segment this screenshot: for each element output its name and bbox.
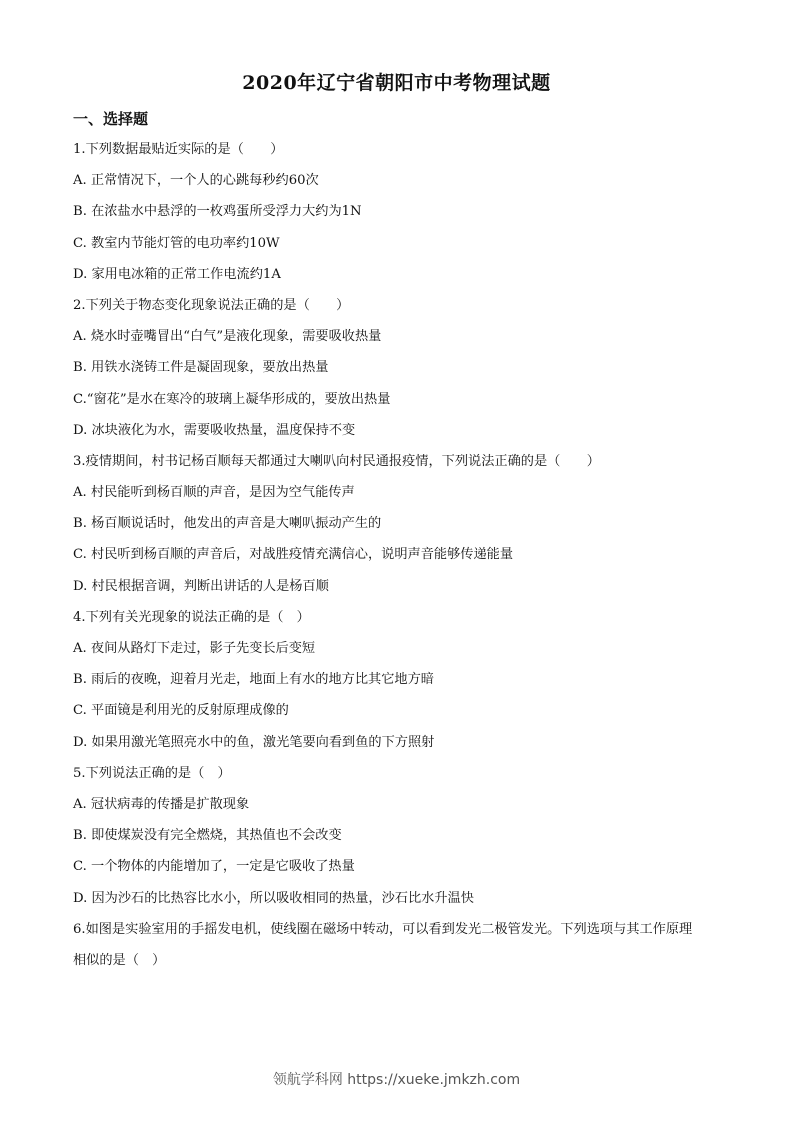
exam-title: 2020年辽宁省朝阳市中考物理试题: [242, 72, 551, 94]
section-heading: 一、选择题: [73, 110, 149, 128]
question-list: [73, 137, 733, 979]
option-line: A. 烧水时壶嘴冒出“白气”是液化现象，需要吸收热量: [73, 329, 382, 345]
option-line: D. 因为沙石的比热容比水小，所以吸收相同的热量，沙石比水升温快: [73, 890, 474, 906]
footer-watermark: 领航学科网 https://xueke.jmkzh.com: [272, 1072, 521, 1088]
option-line: C. 教室内节能灯管的电功率约10W: [73, 235, 280, 251]
option-line: B. 在浓盐水中悬浮的一枚鸡蛋所受浮力大约为1N: [73, 204, 362, 220]
question-line: 2.下列关于物态变化现象说法正确的是（ ）: [73, 297, 350, 313]
option-line: C. 平面镜是利用光的反射原理成像的: [73, 703, 289, 719]
option-line: D. 如果用激光笔照亮水中的鱼，激光笔要向看到鱼的下方照射: [73, 734, 435, 750]
option-line: D. 家用电冰箱的正常工作电流约1A: [73, 266, 281, 282]
question-line: 5.下列说法正确的是（ ）: [73, 765, 231, 781]
question-line-continued: 相似的是（ ）: [73, 952, 166, 968]
option-line: B. 杨百顺说话时，他发出的声音是大喇叭振动产生的: [73, 516, 382, 532]
option-line: B. 即使煤炭没有完全燃烧，其热值也不会改变: [73, 828, 342, 844]
option-line: B. 用铁水浇铸工件是凝固现象，要放出热量: [73, 360, 329, 376]
option-line: C. 一个物体的内能增加了，一定是它吸收了热量: [73, 859, 355, 875]
option-line: A. 村民能听到杨百顺的声音，是因为空气能传声: [73, 485, 355, 501]
option-line: D. 村民根据音调，判断出讲话的人是杨百顺: [73, 578, 329, 594]
option-line: A. 冠状病毒的传播是扩散现象: [73, 796, 250, 812]
question-line: 3.疫情期间，村书记杨百顺每天都通过大喇叭向村民通报疫情，下列说法正确的是（ ）: [73, 453, 600, 469]
question-line: 6.如图是实验室用的手摇发电机，使线圈在磁场中转动，可以看到发光二极管发光。下列选项与其工作原理: [73, 921, 693, 937]
option-line: A. 正常情况下，一个人的心跳每秒约60次: [73, 173, 319, 189]
question-line: 4.下列有关光现象的说法正确的是（ ）: [73, 609, 310, 625]
option-line: A. 夜间从路灯下走过，影子先变长后变短: [73, 641, 316, 656]
option-line: D. 冰块液化为水，需要吸收热量，温度保持不变: [73, 422, 356, 438]
option-line: B. 雨后的夜晚，迎着月光走，地面上有水的地方比其它地方暗: [73, 672, 434, 688]
question-line: 1.下列数据最贴近实际的是（ ）: [73, 142, 284, 157]
option-line: C.“窗花”是水在寒冷的玻璃上凝华形成的，要放出热量: [73, 391, 391, 407]
option-line: C. 村民听到杨百顺的声音后，对战胜疫情充满信心，说明声音能够传递能量: [73, 547, 514, 563]
